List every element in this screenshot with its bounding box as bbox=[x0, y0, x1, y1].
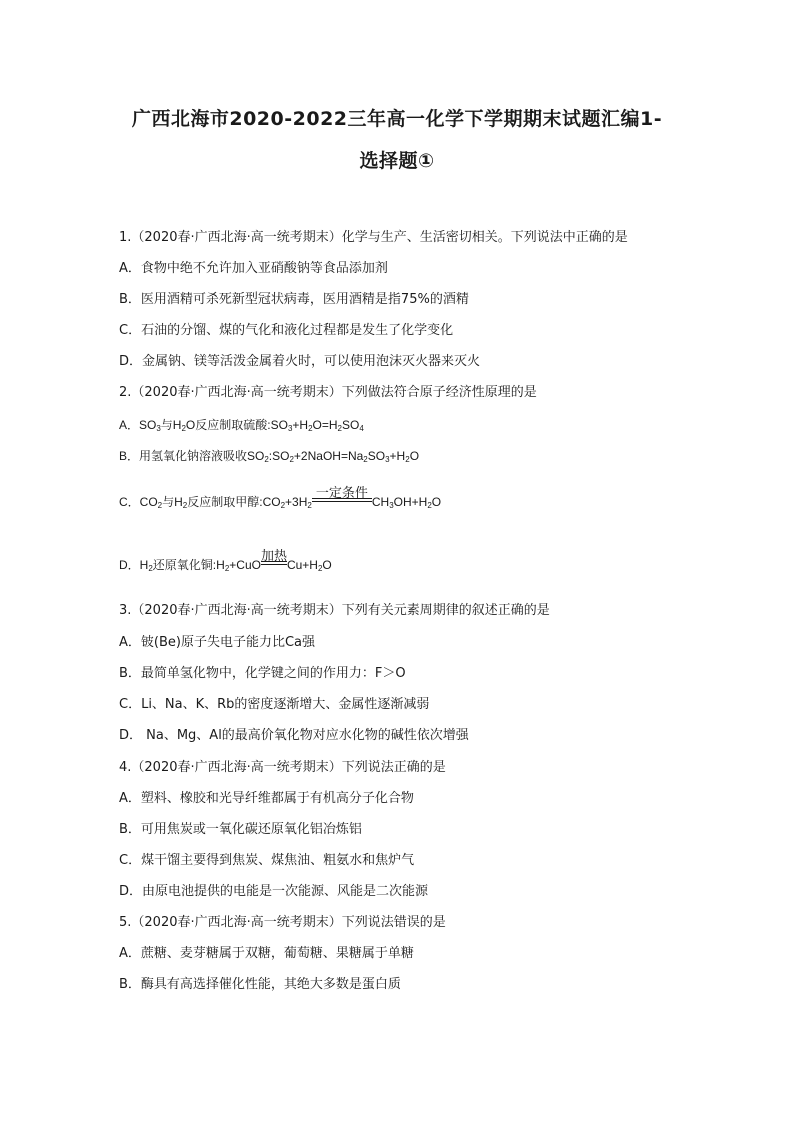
reaction-condition-arrow bbox=[260, 548, 287, 573]
reaction-condition-label: 一定条件 bbox=[315, 485, 368, 500]
question-5-stem: 5.（2020春·广西北海·高一统考期末）下列说法错误的是 bbox=[119, 915, 446, 930]
question-2-option-d: D．$H_2$还原氧化铜$:H_2+CuO$ 加热 $Cu+H_2O$ bbox=[119, 548, 332, 573]
document-title-line1: 广西北海市2020-2022三年高一化学下学期期末试题汇编1- bbox=[131, 108, 663, 130]
question-1-option-b: B．医用酒精可杀死新型冠状病毒，医用酒精是指75%的酒精 bbox=[119, 292, 469, 307]
question-4-stem: 4.（2020春·广西北海·高一统考期末）下列说法正确的是 bbox=[119, 760, 446, 775]
question-4-option-b: B．可用焦炭或一氧化碳还原氧化铝冶炼铝 bbox=[119, 822, 362, 837]
question-4-option-d: D．由原电池提供的电能是一次能源、风能是二次能源 bbox=[119, 884, 429, 899]
question-1-option-d: D．金属钠、镁等活泼金属着火时，可以使用泡沫灭火器来灭火 bbox=[119, 354, 481, 369]
question-4-option-a: A．塑料、橡胶和光导纤维都属于有机高分子化合物 bbox=[119, 791, 414, 806]
question-1-stem: 1.（2020春·广西北海·高一统考期末）化学与生产、生活密切相关。下列说法中正确的是 bbox=[119, 230, 628, 245]
document-title-line2: 选择题① bbox=[359, 150, 435, 172]
question-3-stem: 3.（2020春·广西北海·高一统考期末）下列有关元素周期律的叙述正确的是 bbox=[119, 603, 550, 618]
question-3-option-a: A．铍(Be)原子失电子能力比Ca强 bbox=[119, 635, 315, 650]
question-3-option-c: C．Li、Na、K、Rb的密度逐渐增大、金属性逐渐减弱 bbox=[119, 697, 430, 712]
question-2-stem: 2.（2020春·广西北海·高一统考期末）下列做法符合原子经济性原理的是 bbox=[119, 385, 537, 400]
question-2-option-a: A．$SO_3$与$H_2O$反应制取硫酸$:SO_3+H_2O=H_2SO_4$ bbox=[119, 418, 364, 433]
question-5-option-a: A．蔗糖、麦芽糖属于双糖，葡萄糖、果糖属于单糖 bbox=[119, 946, 414, 961]
reaction-condition-arrow bbox=[312, 485, 372, 510]
question-4-option-c: C．煤干馏主要得到焦炭、煤焦油、粗氨水和焦炉气 bbox=[119, 853, 415, 868]
question-1-option-c: C．石油的分馏、煤的气化和液化过程都是发生了化学变化 bbox=[119, 323, 454, 338]
question-1-option-a: A．食物中绝不允许加入亚硝酸钠等食品添加剂 bbox=[119, 261, 388, 276]
question-2-option-c: C．$CO_2$与$H_2$反应制取甲醇$:CO_2+3H_2$ 一定条件 $CH_3OH+H_2O$ bbox=[119, 485, 442, 510]
reaction-condition-label: 加热 bbox=[260, 548, 287, 563]
question-5-option-b: B．酶具有高选择催化性能，其绝大多数是蛋白质 bbox=[119, 977, 401, 992]
question-3-option-d: D． Na、Mg、Al的最高价氧化物对应水化物的碱性依次增强 bbox=[119, 728, 469, 743]
question-2-option-b: B．用氢氧化钠溶液吸收$SO_2:SO_2+2NaOH=Na_2SO_3+H_2O$ bbox=[119, 449, 420, 464]
question-3-option-b: B．最简单氢化物中，化学键之间的作用力：F＞O bbox=[119, 666, 406, 681]
